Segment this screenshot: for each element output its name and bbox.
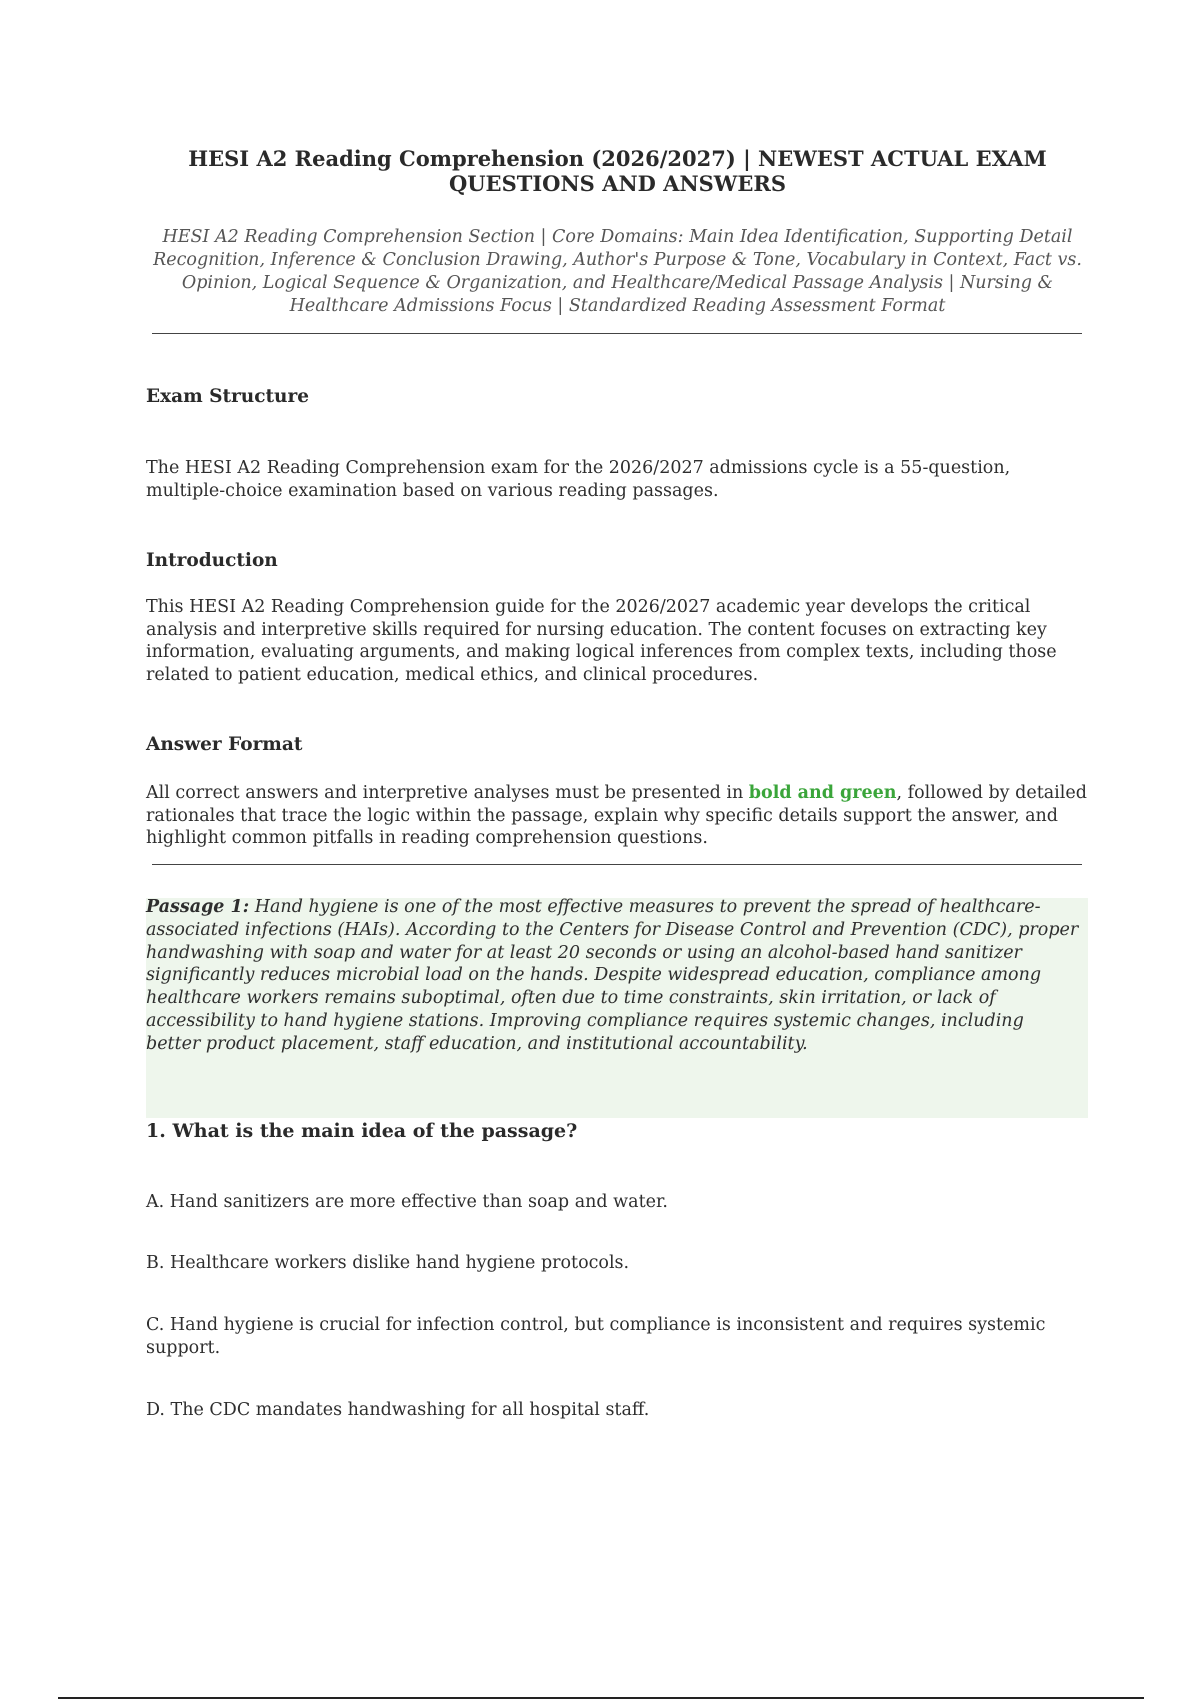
answer-option-d[interactable]: D. The CDC mandates handwashing for all hospital staff. <box>146 1400 650 1420</box>
passage-1 <box>146 896 1081 1056</box>
answer-format-text-start: All correct answers and interpretive analyses must be presented in <box>146 783 749 803</box>
question-1-prompt: 1. What is the main idea of the passage? <box>146 1120 578 1142</box>
answer-option-c[interactable]: C. Hand hygiene is crucial for infection control, but compliance is inconsistent and requires systemic support. <box>146 1315 1046 1358</box>
answer-option-a[interactable]: A. Hand sanitizers are more effective than soap and water. <box>146 1192 668 1212</box>
exam-structure-text: The HESI A2 Reading Comprehension exam for the 2026/2027 admissions cycle is a 55-question, multiple-choice examination based on various reading passages. <box>146 458 1011 501</box>
document-subtitle: HESI A2 Reading Comprehension Section | Core Domains: Main Idea Identification, Supporting Detail Recognition, Inference & Conclusion Drawing, Author's Purpose & Tone, Vocabulary in Context, Fact vs. Opinion, Logical Sequence & Organization, and Healthcare/Medical Passage Analysis | Nursing & Healthcare Admissions Focus | Standardized Reading Assessment Format <box>153 227 1082 316</box>
introduction-text: This HESI A2 Reading Comprehension guide for the 2026/2027 academic year develops the critical analysis and interpretive skills required for nursing education. The content focuses on extracting key information, evaluating arguments, and making logical inferences from complex texts, including those related to patient education, medical ethics, and clinical procedures. <box>146 597 1057 685</box>
exam-structure-heading: Exam Structure <box>146 386 310 407</box>
passage-label: Passage 1: <box>146 897 250 917</box>
answer-format-text-end: , followed by detailed rationales that trace the logic within the passage, explain why specific details support the answer, and highlight common pitfalls in reading comprehension questions. <box>146 783 1087 848</box>
bold-green-highlight: bold and green <box>748 783 897 803</box>
divider-middle <box>152 864 1082 865</box>
page-bottom-rule <box>58 1697 1144 1699</box>
answer-format-heading: Answer Format <box>146 734 303 755</box>
introduction-heading: Introduction <box>146 550 278 571</box>
answer-format-text <box>146 782 1091 850</box>
passage-text: Hand hygiene is one of the most effective measures to prevent the spread of healthcare-associated infections (HAIs). According to the Centers for Disease Control and Prevention (CDC), proper handwashing with soap and water for at least 20 seconds or using an alcohol-based hand sanitizer significantly reduces microbial load on the hands. Despite widespread education, compliance among healthcare workers remains suboptimal, often due to time constraints, skin irritation, or lack of accessibility to hand hygiene stations. Improving compliance requires systemic changes, including better product placement, staff education, and institutional accountability. <box>146 897 1079 1054</box>
answer-option-b[interactable]: B. Healthcare workers dislike hand hygiene protocols. <box>146 1253 630 1273</box>
divider-top <box>152 333 1082 334</box>
document-title: HESI A2 Reading Comprehension (2026/2027) | NEWEST ACTUAL EXAM QUESTIONS AND ANSWERS <box>188 146 1047 196</box>
